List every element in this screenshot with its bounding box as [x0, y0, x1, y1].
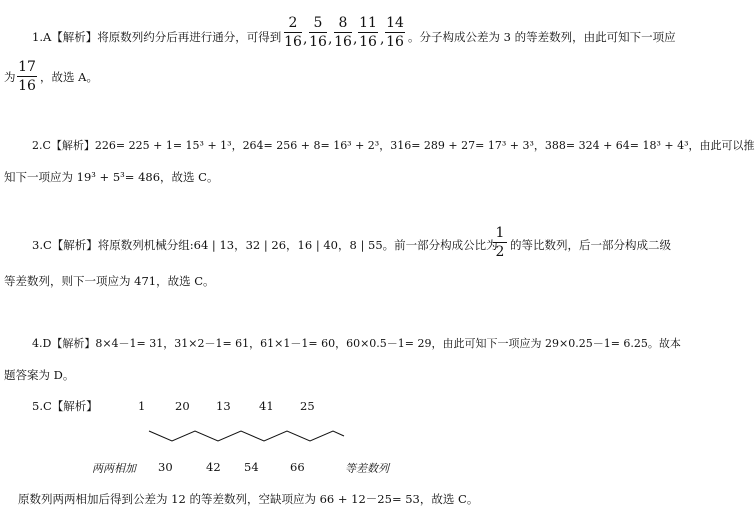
- q3-fraction-denominator: 2: [495, 244, 505, 260]
- q1-fraction-3-numerator: 8: [338, 15, 348, 31]
- q1-fraction-1: [284, 15, 302, 50]
- q1-answer-numerator: 17: [18, 59, 36, 75]
- q5-bottom-number: 30: [158, 460, 173, 474]
- fraction-bar: [17, 76, 37, 77]
- q5-pairwise-sum-label: 两两相加: [92, 462, 136, 475]
- comma-separator: ,: [303, 31, 308, 47]
- q4-line2: 题答案为 D。: [4, 368, 75, 382]
- q5-top-number: 41: [259, 399, 274, 413]
- q1-line2-prefix: 为: [4, 70, 16, 84]
- q5-bottom-number: 42: [206, 460, 221, 474]
- q1-fraction-4: [358, 15, 378, 50]
- q1-fraction-1-numerator: 2: [288, 15, 298, 31]
- fraction-bar: [493, 242, 507, 243]
- q3-fraction: [493, 225, 507, 260]
- q1-fraction-5-denominator: 16: [386, 34, 404, 50]
- q5-bottom-number: 54: [244, 460, 259, 474]
- q5-arithmetic-sequence-label: 等差数列: [345, 462, 389, 475]
- q5-top-number: 20: [175, 399, 190, 413]
- q1-fraction-4-numerator: 11: [359, 15, 377, 31]
- q5-top-number: 13: [216, 399, 231, 413]
- q1-fraction-3-denominator: 16: [334, 34, 352, 50]
- fraction-bar: [284, 32, 302, 33]
- q3-line1-tail: 的等比数列，后一部分构成二级: [510, 238, 671, 252]
- q3-fraction-numerator: 1: [495, 225, 505, 241]
- q1-fraction-1-denominator: 16: [284, 34, 302, 50]
- q1-line1-head: 1.A【解析】将原数列约分后再进行通分，可得到: [32, 30, 282, 44]
- q1-fraction-5: [385, 15, 405, 50]
- fraction-bar: [358, 32, 378, 33]
- q1-fraction-2: [309, 15, 327, 50]
- comma-separator: ,: [353, 31, 358, 47]
- q3-line2: 等差数列，则下一项应为 471，故选 C。: [4, 274, 215, 288]
- q5-conclusion: 原数列两两相加后得到公差为 12 的等差数列，空缺项应为 66 + 12－25= 53，故选 C。: [18, 492, 479, 506]
- fraction-bar: [309, 32, 327, 33]
- q2-line2: 知下一项应为 19³ + 5³= 486，故选 C。: [4, 170, 219, 184]
- q5-top-number: 25: [300, 399, 315, 413]
- q1-fraction-2-denominator: 16: [309, 34, 327, 50]
- q1-fraction-5-numerator: 14: [386, 15, 404, 31]
- q1-line1-tail: 。分子构成公差为 3 的等差数列，由此可知下一项应: [408, 30, 676, 44]
- comma-separator: ,: [328, 31, 333, 47]
- q5-bottom-number: 66: [290, 460, 305, 474]
- zigzag-line: [149, 431, 344, 441]
- comma-separator: ,: [380, 31, 385, 47]
- q1-answer-fraction: [17, 59, 37, 94]
- q1-fraction-2-numerator: 5: [313, 15, 323, 31]
- fraction-bar: [385, 32, 405, 33]
- q1-fraction-3: [334, 15, 352, 50]
- q1-fraction-4-denominator: 16: [359, 34, 377, 50]
- q5-top-number: 1: [138, 399, 146, 413]
- q1-line2-suffix: ，故选 A。: [40, 70, 98, 84]
- q2-line1: 2.C【解析】226= 225 + 1= 15³ + 1³，264= 256 + 8= 16³ + 2³，316= 289 + 27= 17³ + 3³，388= 324 + 64= 18³ + 4³，由此可以推: [32, 139, 755, 152]
- q5-heading: 5.C【解析】: [32, 399, 98, 413]
- q3-line1-head: 3.C【解析】将原数列机械分组:64 | 13，32 | 26，16 | 40，8 | 55。前一部分构成公比为: [32, 238, 498, 252]
- q1-answer-denominator: 16: [18, 78, 36, 94]
- fraction-bar: [334, 32, 352, 33]
- q4-line1: 4.D【解析】8×4－1= 31，31×2－1= 61，61×1－1= 60，60×0.5－1= 29，由此可知下一项应为 29×0.25－1= 6.25。故本: [32, 337, 681, 350]
